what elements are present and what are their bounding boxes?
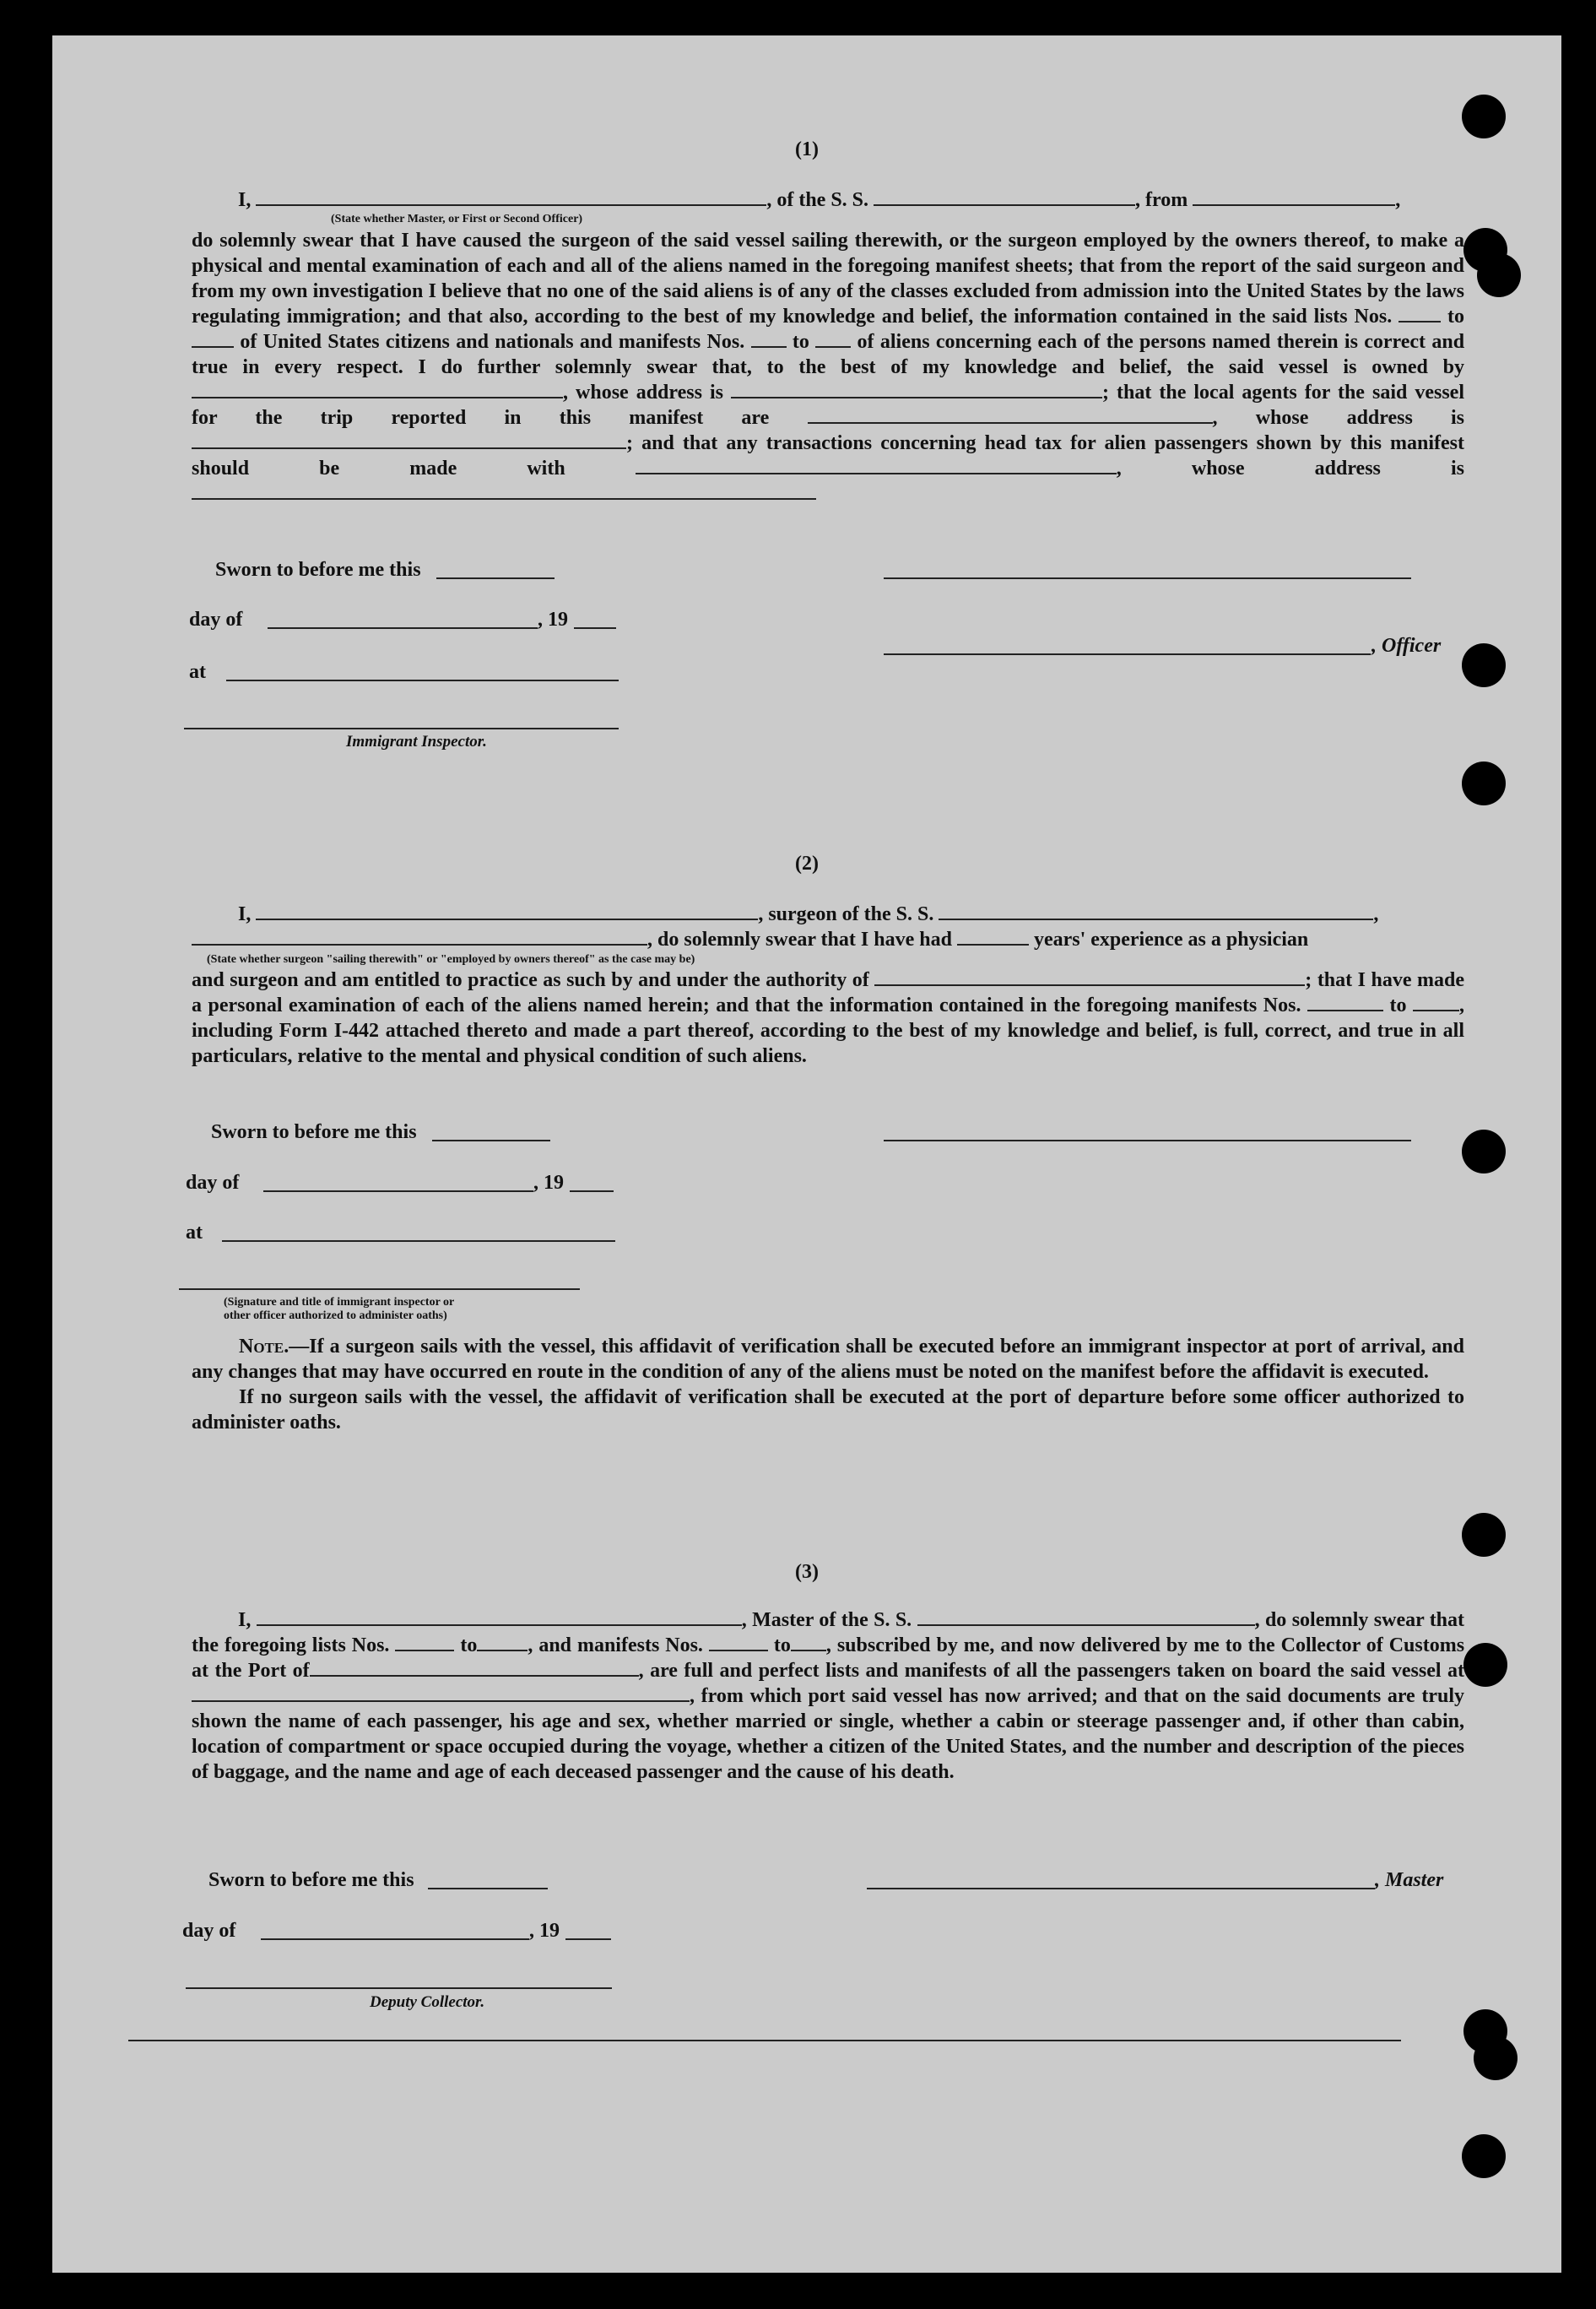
s1-body-5: that the local agents for the said vessel for the trip reported in this manifest are [192, 382, 1465, 429]
s1-body-3: of aliens concerning each of the persons named therein is correct and true in every respect. I do further solemnly swear that, to the best of my knowledge and belief, the said vessel is owned by [192, 331, 1465, 378]
s1-of-ss: , of the S. S. [766, 189, 869, 211]
s1-owner-blank [192, 382, 563, 398]
punch-hole-10 [1474, 2036, 1518, 2080]
s2-body-2: that I have made a personal examination of each of the aliens named herein; and that the information contained in the foregoing manifests Nos. [192, 969, 1465, 1016]
s1-at: at [189, 661, 206, 683]
section-2-oath: I, , surgeon of the S. S. , , do solemnly swear that I have had years' experience as a physician (State whether surgeon "sailing therewith" or "employed by owners thereof" as the case may be) and surgeon and am entitled to practice as such by and under the authority of ; that I have made a personal examination of each of the aliens named herein; and that the information contained in the foregoing manifests Nos. to , including Form I-442 attached thereto and made a part thereof, according to the best of my knowledge and belief, is full, correct, and true in all particulars, relative to the mental and physical condition of such aliens. [192, 903, 1465, 1067]
s2-manifests-from [1307, 995, 1383, 1011]
punch-hole-5 [1462, 762, 1506, 805]
s1-master-blank [256, 189, 766, 206]
s3-sworn-label: Sworn to before me this [208, 1869, 414, 1891]
s1-agents-blank [808, 407, 1213, 424]
s2-day-blank [263, 1190, 533, 1192]
s3-vessel-blank [917, 1609, 1255, 1626]
s1-inspector-sig-line [184, 728, 619, 729]
s3-sworn-blank [428, 1888, 548, 1889]
s3-body-1: swear that the foregoing lists Nos. [192, 1609, 1465, 1656]
s2-vessel-blank [939, 903, 1373, 920]
manifest-reverse-page [52, 35, 1561, 2273]
s2-sworn-blank [432, 1140, 550, 1141]
s3-to-2: to [773, 1634, 791, 1656]
s2-note [192, 1334, 1464, 1435]
s1-year: , 19 [538, 609, 568, 631]
punch-hole-11 [1462, 2134, 1506, 2178]
s1-owner-address-blank [731, 382, 1102, 398]
s1-day-of: day of [189, 609, 243, 631]
s2-surgeon-blank [256, 903, 758, 920]
s1-manifests-from [751, 331, 787, 348]
s1-officer-sig-line-1 [884, 577, 1411, 579]
s2-swear: , do solemnly swear that I have had [647, 929, 952, 951]
s3-to-1: to [460, 1634, 478, 1656]
s1-headtax-address-blank [192, 483, 816, 500]
s1-sworn-label: Sworn to before me this [215, 559, 421, 581]
s2-years-blank [957, 929, 1029, 946]
s2-year: , 19 [533, 1172, 564, 1194]
punch-hole-3 [1477, 253, 1521, 297]
s3-manifests-to [791, 1634, 826, 1651]
s2-note-label: Note. [239, 1336, 289, 1358]
s3-body-2: , and manifests Nos. [527, 1634, 703, 1656]
s1-from: , from [1135, 189, 1188, 211]
s3-day-of: day of [182, 1920, 236, 1942]
s1-body-7: ; and that any transactions concerning head tax for alien passengers shown by this manifest should be made with [192, 432, 1464, 480]
s3-master-sig-line [867, 1888, 1375, 1889]
s2-body-3: , including Form I-442 attached thereto and made a part thereof, according to the best of my knowledge and belief, is full, correct, and true in all particulars, relative to the mental and physical condition of such aliens. [192, 995, 1465, 1067]
s3-year: , 19 [529, 1920, 560, 1942]
s1-to-1: to [1447, 306, 1465, 328]
s2-at: at [186, 1222, 203, 1244]
s3-port-blank [310, 1660, 639, 1677]
section-1-oath: I, , of the S. S. , from , (State whether Master, or First or Second Officer) do solemnly swear that I have caused the surgeon of the said vessel sailing therewith, or the surgeon employed by the owners thereof, to make a physical and mental examination of each and all of the aliens named in the foregoing manifest sheets; that from the report of the said surgeon and from my own investigation I believe that no one of the said aliens is of any of the classes excluded from admission into the United States by the laws regulating immigration; and that also, according to the best of my knowledge and belief, the information contained in the said lists Nos. to of United States citizens and nationals and manifests Nos. to of aliens concerning each of the persons named therein is correct and true in every respect. I do further solemnly swear that, to the best of my knowledge and belief, the said vessel is owned by , whose address is ; that the local agents for the said vessel for the trip reported in this manifest are , whose address is ; and that any transactions concerning head tax for alien passengers shown by this manifest should be made with , whose address is [192, 187, 1464, 507]
s1-officer-sig-line-2 [884, 653, 1371, 655]
s3-i: I, [238, 1609, 252, 1631]
section-3-number: (3) [795, 1561, 819, 1583]
section-1-number: (1) [795, 138, 819, 160]
s1-i: I, [238, 189, 252, 211]
s1-agents-address-blank [192, 432, 626, 449]
s1-master-hint: (State whether Master, or First or Second Officer) [331, 213, 583, 225]
section-2-number: (2) [795, 853, 819, 875]
punch-hole-6 [1462, 1130, 1506, 1173]
s1-body-1: do solemnly swear that I have caused the surgeon of the said vessel sailing therewith, or the surgeon employed by the owners thereof, to make a physical and mental examination of each and all of the aliens named in the foregoing manifest sheets; that from the report of the said surgeon and from my own investigation I believe that no one of the said aliens is of any of the classes excluded from admission into the United States by the laws regulating immigration; and that also, according to the best of my knowledge and belief, the information contained in the said lists Nos. [192, 230, 1464, 328]
s1-body-8: , whose address is [1116, 458, 1464, 480]
punch-hole-8 [1463, 1643, 1507, 1687]
s1-day-blank [268, 627, 538, 629]
s1-from-blank [1193, 189, 1395, 206]
s3-master-of: , Master of the S. S. [741, 1609, 912, 1631]
s1-lists-to [192, 331, 234, 348]
s3-solemnly: , do solemnly [1254, 1609, 1369, 1631]
s2-body-1: and surgeon and am entitled to practice as such by and under the authority of [192, 969, 869, 991]
s2-day-of: day of [186, 1172, 240, 1194]
s1-sworn-blank [436, 577, 555, 579]
s3-lists-from [395, 1634, 454, 1651]
s1-lists-from [1399, 306, 1441, 323]
punch-hole-4 [1462, 643, 1506, 687]
s2-sworn-label: Sworn to before me this [211, 1121, 417, 1143]
s2-surgeon-of: , surgeon of the S. S. [758, 903, 934, 925]
s2-surgeon-hint: (State whether surgeon "sailing therewith" or "employed by owners thereof" as the case may be) [207, 953, 695, 966]
s1-body-2: of United States citizens and nationals and manifests Nos. [240, 331, 745, 353]
s2-i: I, [238, 903, 252, 925]
s2-at-blank [222, 1240, 615, 1242]
s2-inspector-sig-line [179, 1288, 580, 1290]
bottom-rule [128, 2040, 1401, 2041]
s3-body-4: , are full and perfect lists and manifests of all the passengers taken on board the said vessel at [638, 1660, 1465, 1682]
s2-capacity-blank [192, 929, 647, 946]
s1-inspector-caption: Immigrant Inspector. [346, 733, 487, 751]
s3-body-3: , subscribed by me, and now delivered by me to the Collector of Customs at the Port of [192, 1634, 1465, 1682]
s1-officer: , Officer [1371, 635, 1442, 657]
s1-manifests-to [815, 331, 851, 348]
s3-embark-blank [192, 1685, 690, 1702]
s2-manifests-to [1413, 995, 1459, 1011]
s1-body-4: , whose address is [563, 382, 723, 404]
s3-collector-sig-line [186, 1987, 612, 1989]
s2-to: to [1389, 995, 1407, 1016]
s2-sig-hint-1: (Signature and title of immigrant inspector or [224, 1296, 455, 1309]
s3-master: , Master [1375, 1869, 1444, 1891]
section-3-oath [192, 1607, 1464, 1785]
s2-years: years' experience as a physician [1033, 929, 1309, 951]
s1-to-2: to [792, 331, 809, 353]
s1-year-blank [574, 627, 616, 629]
s3-day-blank [261, 1938, 529, 1940]
s3-body-5: , from which port said vessel has now arrived; and that on the said documents are truly shown the name of each passenger, his age and sex, whether married or single, whether a cabin or steerage passenger and, if other than cabin, location of compartment or space occupied during the voyage, whether a citizen of the United States, and the number and description of the pieces of baggage, and the name and age of each deceased passenger and the cause of his death. [192, 1685, 1464, 1783]
s1-headtax-blank [636, 458, 1117, 474]
punch-hole-1 [1462, 95, 1506, 138]
s2-note-2: If no surgeon sails with the vessel, the affidavit of verification shall be executed at the port of departure before some officer authorized to administer oaths. [192, 1386, 1464, 1434]
s1-body-6: whose address is [1255, 407, 1465, 429]
s2-sig-line [884, 1140, 1411, 1141]
s3-master-blank [257, 1609, 742, 1626]
s1-vessel-blank [874, 189, 1135, 206]
s2-authority-blank [874, 969, 1305, 986]
s3-lists-to [477, 1634, 527, 1651]
s1-at-blank [226, 680, 619, 681]
s3-collector-caption: Deputy Collector. [370, 1993, 485, 2011]
punch-hole-7 [1462, 1513, 1506, 1557]
s2-note-1: —If a surgeon sails with the vessel, this affidavit of verification shall be executed before an immigrant inspector at port of arrival, and any changes that may have occurred en route in the condition of any of the aliens must be noted on the manifest before the affidavit is executed. [192, 1336, 1464, 1383]
s2-sig-hint-2: other officer authorized to administer oaths) [224, 1309, 447, 1322]
s2-year-blank [570, 1190, 614, 1192]
s3-manifests-from [709, 1634, 768, 1651]
s3-year-blank [565, 1938, 611, 1940]
